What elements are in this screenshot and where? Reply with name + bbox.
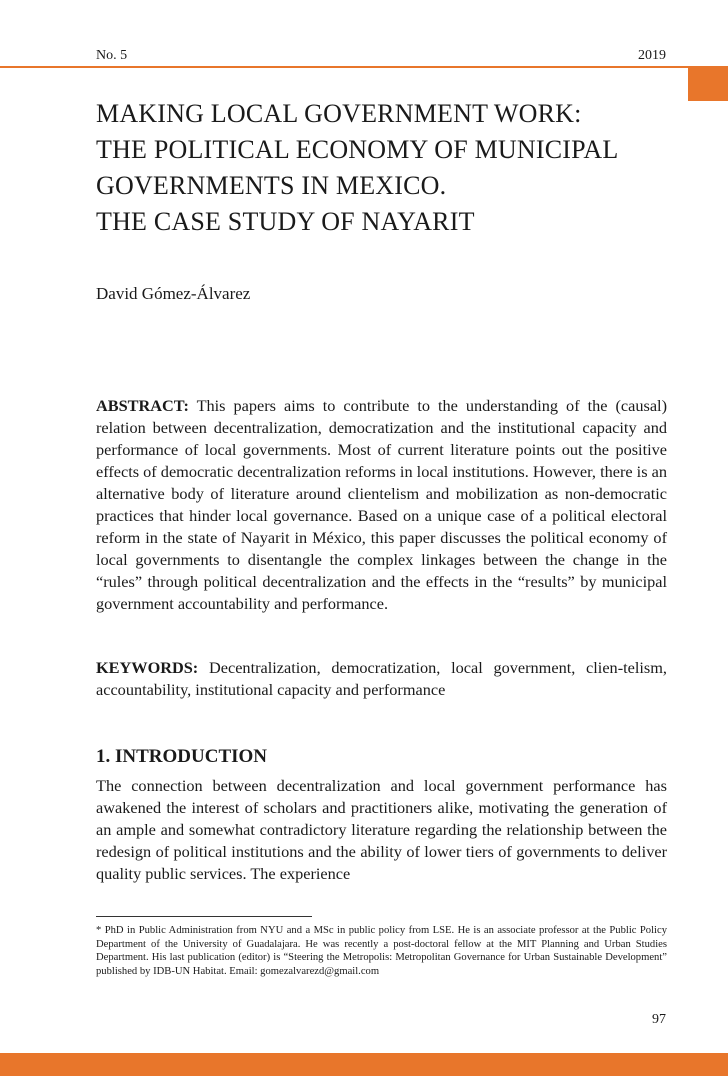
abstract-text: This papers aims to contribute to the understanding of the (causal) relation between decentralization, democratization and the institutional capacity and performance of local governments. Most of current literature points out the positive effects of democratic decentralization reforms in local institutions. However, there is an alternative body of literature around clientelism and mobilization as non-democratic practices that hinder local governance. Based on a unique case of a political electoral reform in the state of Nayarit in México, this paper discusses the political economy of local governments to disentangle the complex linkages between the change in the “rules” through political decentralization and the effects in the “results” by municipal government accountability and performance.: [96, 396, 667, 613]
keywords-paragraph: [96, 657, 667, 701]
header-rule: [0, 66, 728, 68]
article-title: [96, 96, 696, 240]
footnote-rule: [96, 916, 312, 917]
footer-bar: [0, 1053, 728, 1076]
title-line: GOVERNMENTS IN MEXICO.: [96, 171, 447, 200]
section-heading: 1. INTRODUCTION: [96, 746, 268, 767]
journal-issue: No. 5: [96, 48, 128, 63]
introduction-paragraph: The connection between decentralization and local government performance has awakened the interest of scholars and practitioners alike, motivating the generation of an ample and somewhat contradictory literature regarding the relationship between the redesign of political institutions and the ability of lower tiers of governments to deliver quality public services. The experience: [96, 776, 667, 883]
journal-year: 2019: [638, 48, 666, 63]
abstract-label: ABSTRACT:: [96, 396, 189, 415]
page-number: 97: [652, 1012, 666, 1027]
keywords-label: KEYWORDS:: [96, 658, 199, 677]
footnote: * PhD in Public Administration from NYU and a MSc in public policy from LSE. He is an associate professor at the Public Policy Department of the University of Guadalajara. He was recently a post-doctoral fellow at the MIT Planning and Urban Studies Department. His last publication (editor) is “Steering the Metropolis: Metropolitan Governance for Urban Sustainable Development” published by IDB-UN Habitat. Email: gomezalvarezd@gmail.com: [96, 925, 667, 977]
keywords-text: Decentralization, democratization, local government, clien-telism, accountability, institutional capacity and performance: [96, 658, 667, 699]
author-name: David Gómez-Álvarez: [96, 284, 251, 303]
title-line: THE POLITICAL ECONOMY OF MUNICIPAL: [96, 135, 619, 164]
title-line: THE CASE STUDY OF NAYARIT: [96, 207, 475, 236]
abstract-paragraph: [96, 395, 667, 615]
title-line: MAKING LOCAL GOVERNMENT WORK:: [96, 99, 582, 128]
